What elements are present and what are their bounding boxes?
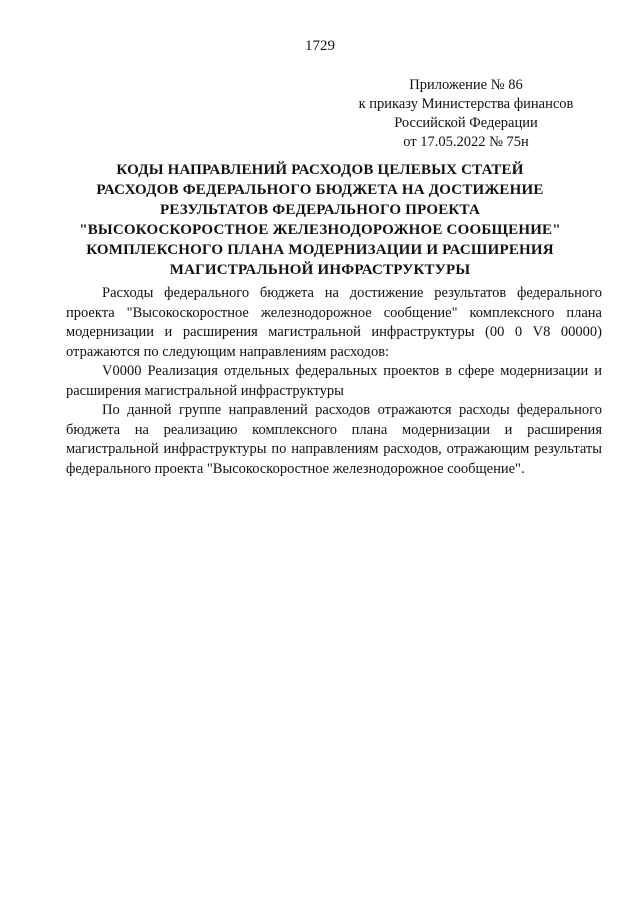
title-line: РЕЗУЛЬТАТОВ ФЕДЕРАЛЬНОГО ПРОЕКТА — [160, 202, 480, 218]
appendix-order-ref: к приказу Министерства финансов — [358, 96, 574, 112]
title-line: МАГИСТРАЛЬНОЙ ИНФРАСТРУКТУРЫ — [169, 262, 471, 278]
title-line: КОДЫ НАПРАВЛЕНИЙ РАСХОДОВ ЦЕЛЕВЫХ СТАТЕЙ — [116, 162, 524, 178]
title-line: КОМПЛЕКСНОГО ПЛАНА МОДЕРНИЗАЦИИ И РАСШИРЕНИЯ — [86, 242, 554, 258]
appendix-number: Приложение № 86 — [409, 77, 523, 93]
document-title — [60, 160, 580, 280]
title-line: РАСХОДОВ ФЕДЕРАЛЬНОГО БЮДЖЕТА НА ДОСТИЖЕНИЕ — [96, 182, 544, 198]
appendix-order-date: от 17.05.2022 № 75н — [403, 134, 529, 150]
body-paragraph-intro: Расходы федерального бюджета на достижение результатов федерального проекта "Высокоскоростное железнодорожное сообщение" комплексного плана модернизации и расширения магистральной инфраструктуры (00 0 V8 00000) отражаются по следующим направлениям расходов: — [66, 285, 602, 360]
body-paragraph-code: V0000 Реализация отдельных федеральных проектов в сфере модернизации и расширения магистральной инфраструктуры — [66, 363, 602, 399]
document-body — [66, 284, 602, 479]
appendix-authority: Российской Федерации — [394, 115, 538, 131]
page-number: 1729 — [305, 38, 335, 54]
appendix-header — [340, 76, 592, 152]
title-line: "ВЫСОКОСКОРОСТНОЕ ЖЕЛЕЗНОДОРОЖНОЕ СООБЩЕНИЕ" — [79, 222, 561, 238]
body-paragraph-description: По данной группе направлений расходов отражаются расходы федерального бюджета на реализацию комплексного плана модернизации и расширения магистральной инфраструктуры по направлениям расходов, отражающим результаты федерального проекта "Высокоскоростное железнодорожное сообщение". — [66, 402, 602, 477]
